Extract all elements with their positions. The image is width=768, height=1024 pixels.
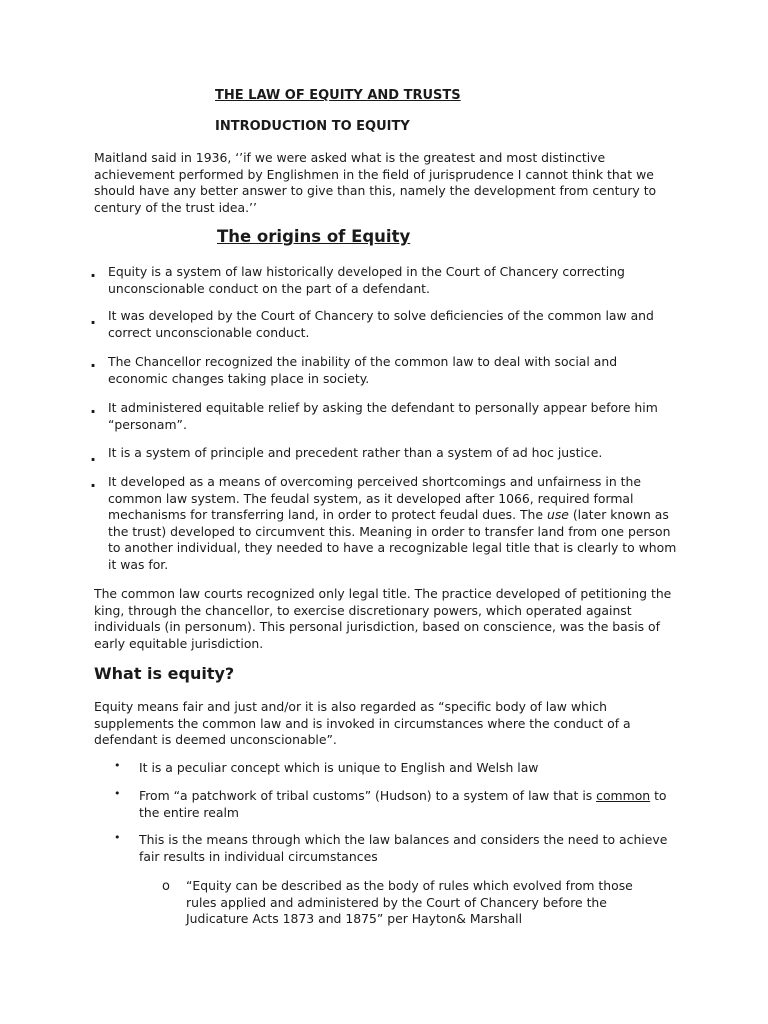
document-subtitle: INTRODUCTION TO EQUITY <box>215 119 410 134</box>
bullet-marker: • <box>114 759 121 772</box>
list-item-text: It administered equitable relief by asking the defendant to personally appear before him “personam”. <box>108 400 658 432</box>
underlined-term: common <box>596 788 651 803</box>
text-run: It developed as a means of overcoming perceived shortcomings and unfairness in the common law system. The feudal system, as it developed after 1066, required formal mechanisms for transferring land, in order to protect feudal dues. The <box>108 474 641 523</box>
list-item-text <box>108 474 678 574</box>
bullet-marker: • <box>114 831 121 844</box>
bullet-marker: • <box>114 787 121 800</box>
list-item-text: It is a system of principle and precedent rather than a system of ad hoc justice. <box>108 445 603 460</box>
bullet-marker: . <box>90 472 97 491</box>
what-is-equity-heading: What is equity? <box>94 664 235 683</box>
bullet-marker: . <box>90 352 97 371</box>
text-run: (later known as the trust) developed to circumvent this. Meaning in order to transfer land from one person to another individual, they needed to have a recognizable legal title that is clearly to whom it was for. <box>108 507 677 572</box>
what-is-equity-paragraph: Equity means fair and just and/or it is also regarded as “specific body of law which supplements the common law and is invoked in circumstances where the conduct of a defendant is deemed unconscionable”. <box>94 699 631 748</box>
list-item-text: This is the means through which the law balances and considers the need to achieve fair results in individual circumstances <box>139 832 668 864</box>
bullet-marker: . <box>90 446 97 465</box>
intro-paragraph: Maitland said in 1936, ‘’if we were asked what is the greatest and most distinctive achievement performed by Englishmen in the field of jurisprudence I cannot think that we should have any better answer to give than this, namely the development from century to century of the trust idea.’’ <box>94 150 657 215</box>
bullet-marker: . <box>90 262 97 281</box>
list-item-text <box>139 788 679 821</box>
list-item-text: It is a peculiar concept which is unique to English and Welsh law <box>139 760 539 775</box>
list-item-text: Equity is a system of law historically developed in the Court of Chancery correcting unconscionable conduct on the part of a defendant. <box>108 264 625 296</box>
text-run: to the entire realm <box>139 788 667 820</box>
bullet-marker: . <box>90 309 97 328</box>
italic-term: use <box>546 507 569 523</box>
sub-bullet-marker: o <box>162 879 170 894</box>
list-item-text: The Chancellor recognized the inability of the common law to deal with social and economic changes taking place in society. <box>108 354 618 386</box>
common-law-paragraph: The common law courts recognized only legal title. The practice developed of petitioning the king, through the chancellor, to exercise discretionary powers, which operated against individuals (in personum). This personal jurisdiction, based on conscience, was the basis of early equitable jurisdiction. <box>94 586 672 651</box>
bullet-marker: . <box>90 398 97 417</box>
text-run: From “a patchwork of tribal customs” (Hudson) to a system of law that is <box>139 788 597 803</box>
document-title: THE LAW OF EQUITY AND TRUSTS <box>215 88 461 103</box>
list-item-text: It was developed by the Court of Chancery to solve deficiencies of the common law and correct unconscionable conduct. <box>108 308 654 340</box>
sub-list-item-text: “Equity can be described as the body of rules which evolved from those rules applied and administered by the Court of Chancery before the Judicature Acts 1873 and 1875” per Hayton& Marshall <box>186 878 633 927</box>
origins-heading: The origins of Equity <box>217 227 411 246</box>
